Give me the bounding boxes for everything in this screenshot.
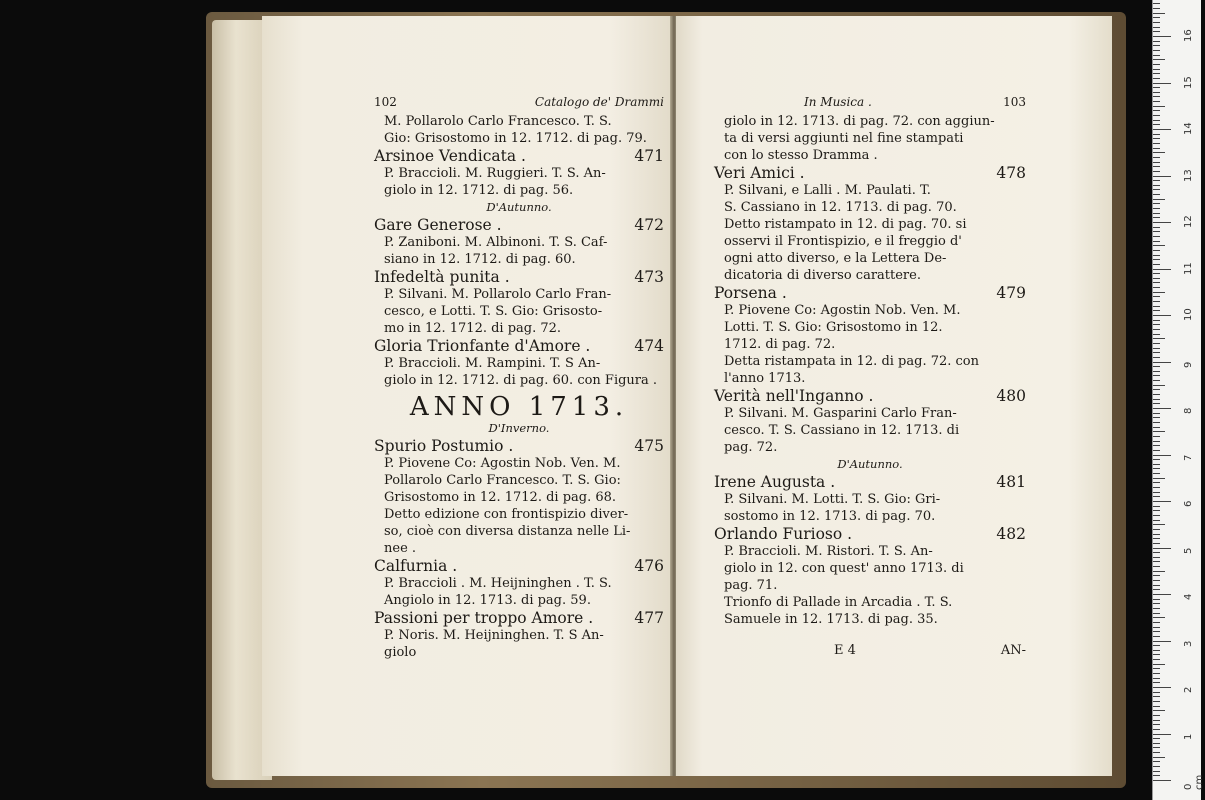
ruler-tick — [1153, 766, 1160, 767]
ruler-tick — [1153, 22, 1160, 23]
entry-number: 482 — [996, 525, 1026, 543]
ruler-tick — [1153, 36, 1171, 37]
ruler-tick — [1153, 548, 1171, 549]
ruler-tick — [1153, 371, 1160, 372]
ruler-number: 2 — [1183, 686, 1194, 693]
ruler-tick — [1153, 608, 1160, 609]
ruler-number: 14 — [1183, 122, 1194, 135]
ruler-tick — [1153, 287, 1160, 288]
ruler-number: 15 — [1183, 75, 1194, 89]
entry-line: 1712. di pag. 72. — [724, 337, 836, 352]
entry-number: 476 — [634, 557, 664, 575]
ruler-tick — [1153, 487, 1160, 488]
ruler-tick — [1153, 27, 1160, 28]
ruler-tick — [1153, 115, 1160, 116]
entry-line: cesco. T. S. Cassiano in 12. 1713. di — [724, 423, 960, 438]
ruler-tick — [1153, 478, 1165, 479]
ruler-tick — [1153, 180, 1160, 181]
ruler-tick — [1153, 710, 1165, 711]
entry-line: giolo in 12. con quest' anno 1713. di — [724, 561, 964, 576]
ruler-tick — [1153, 664, 1165, 665]
drama-title: Gare Generose . — [374, 216, 502, 234]
page-footer — [714, 642, 1026, 659]
entry-number: 471 — [634, 147, 664, 165]
ruler-tick — [1153, 185, 1160, 186]
ruler-number: 13 — [1183, 168, 1194, 182]
ruler-number: 4 — [1183, 593, 1194, 600]
ruler-tick — [1153, 459, 1160, 460]
entry-line: mo in 12. 1712. di pag. 72. — [384, 321, 562, 336]
ruler-tick — [1153, 110, 1160, 111]
ruler-tick — [1153, 236, 1160, 237]
ruler-tick — [1153, 13, 1165, 14]
ruler-tick — [1153, 622, 1160, 623]
ruler-tick — [1153, 403, 1160, 404]
ruler-tick — [1153, 269, 1171, 270]
ruler-tick — [1153, 529, 1160, 530]
ruler-number: 3 — [1183, 640, 1194, 647]
ruler-tick — [1153, 194, 1160, 195]
entry-line: cesco, e Lotti. T. S. Gio: Grisosto- — [384, 304, 603, 319]
entry-line: P. Braccioli. M. Rampini. T. S An- — [384, 356, 601, 371]
ruler-tick — [1153, 171, 1160, 172]
ruler-tick — [1153, 761, 1160, 762]
ruler-tick — [1153, 375, 1160, 376]
ruler-tick — [1153, 231, 1160, 232]
ruler-tick — [1153, 255, 1160, 256]
entry-title-row — [374, 338, 664, 355]
entry-line: Detta ristampata in 12. di pag. 72. con — [724, 354, 979, 369]
ruler-tick — [1153, 775, 1160, 776]
ruler-tick — [1153, 501, 1171, 502]
ruler-tick — [1153, 222, 1171, 223]
entry-line: P. Braccioli. M. Ristori. T. S. An- — [724, 544, 933, 559]
entry-line: sostomo in 12. 1713. di pag. 70. — [724, 509, 936, 524]
ruler-tick — [1153, 59, 1165, 60]
ruler-tick — [1153, 83, 1171, 84]
right-page-number: 103 — [1003, 95, 1026, 109]
ruler-tick — [1153, 41, 1160, 42]
ruler-tick — [1153, 189, 1160, 190]
ruler-tick — [1153, 227, 1160, 228]
ruler-tick — [1153, 148, 1160, 149]
drama-title: Calfurnia . — [374, 557, 458, 575]
ruler-tick — [1153, 352, 1160, 353]
ruler-tick — [1153, 306, 1160, 307]
entry-title-row — [714, 526, 1026, 543]
drama-title: Veri Amici . — [714, 164, 805, 182]
ruler-tick — [1153, 152, 1165, 153]
entry-line: giolo in 12. 1712. di pag. 56. — [384, 183, 574, 198]
ruler-tick — [1153, 176, 1171, 177]
year-heading: ANNO 1713. — [409, 392, 629, 422]
left-page — [262, 16, 672, 776]
entry-line: siano in 12. 1712. di pag. 60. — [384, 252, 576, 267]
entry-line: pag. 71. — [724, 578, 778, 593]
entry-line: P. Piovene Co: Agostin Nob. Ven. M. — [384, 456, 621, 471]
ruler-tick — [1153, 329, 1160, 330]
entry-line: Angiolo in 12. 1713. di pag. 59. — [384, 593, 591, 608]
ruler-tick — [1153, 96, 1160, 97]
ruler-tick — [1153, 543, 1160, 544]
ruler-tick — [1153, 654, 1160, 655]
ruler-tick — [1153, 413, 1160, 414]
ruler-tick — [1153, 515, 1160, 516]
ruler-tick — [1153, 157, 1160, 158]
ruler-tick — [1153, 348, 1160, 349]
measuring-ruler — [1152, 0, 1205, 800]
entry-line: giolo in 12. 1713. di pag. 72. con aggiun- — [724, 114, 995, 129]
ruler-tick — [1153, 496, 1160, 497]
ruler-tick — [1153, 641, 1171, 642]
ruler-tick — [1153, 78, 1160, 79]
ruler-tick — [1153, 45, 1160, 46]
ruler-tick — [1153, 599, 1160, 600]
ruler-tick — [1153, 682, 1160, 683]
ruler-tick — [1153, 738, 1160, 739]
right-page — [676, 16, 1112, 776]
left-page-number: 102 — [374, 95, 397, 109]
ruler-tick — [1153, 343, 1160, 344]
ruler-tick — [1153, 324, 1160, 325]
drama-title: Irene Augusta . — [714, 473, 836, 491]
ruler-tick — [1153, 450, 1160, 451]
ruler-tick — [1153, 69, 1160, 70]
ruler-tick — [1153, 129, 1171, 130]
entry-line: l'anno 1713. — [724, 371, 806, 386]
entry-line: Samuele in 12. 1713. di pag. 35. — [724, 612, 938, 627]
ruler-tick — [1153, 301, 1160, 302]
entry-number: 481 — [996, 473, 1026, 491]
ruler-tick — [1153, 468, 1160, 469]
ruler-tick — [1153, 445, 1160, 446]
ruler-tick — [1153, 124, 1160, 125]
ruler-tick — [1153, 678, 1160, 679]
entry-line: Lotti. T. S. Gio: Grisostomo in 12. — [724, 320, 943, 335]
ruler-tick — [1153, 259, 1160, 260]
ruler-tick — [1153, 571, 1165, 572]
ruler-tick — [1153, 292, 1165, 293]
drama-title: Orlando Furioso . — [714, 525, 853, 543]
ruler-tick — [1153, 334, 1160, 335]
ruler-tick — [1153, 134, 1160, 135]
right-running-head-text: In Musica . — [804, 95, 872, 109]
ruler-tick — [1153, 617, 1165, 618]
ruler-tick — [1153, 73, 1160, 74]
left-running-head-text: Catalogo de' Drammi — [534, 95, 664, 109]
ruler-tick — [1153, 296, 1160, 297]
ruler-tick — [1153, 441, 1160, 442]
entry-line: P. Noris. M. Heijninghen. T. S An- — [384, 628, 604, 643]
ruler-tick — [1153, 264, 1160, 265]
drama-title: Verità nell'Inganno . — [714, 387, 874, 405]
ruler-tick — [1153, 589, 1160, 590]
ruler-tick — [1153, 389, 1160, 390]
ruler-tick — [1153, 482, 1160, 483]
ruler-tick — [1153, 245, 1165, 246]
entry-number: 480 — [996, 387, 1026, 405]
entry-line: P. Silvani. M. Pollarolo Carlo Fran- — [384, 287, 612, 302]
ruler-tick — [1153, 203, 1160, 204]
ruler-tick — [1153, 199, 1165, 200]
drama-title: Arsinoe Vendicata . — [374, 147, 526, 165]
ruler-number: 16 — [1183, 29, 1194, 42]
entry-line: P. Silvani, e Lalli . M. Paulati. T. — [724, 183, 931, 198]
ruler-tick — [1153, 464, 1160, 465]
season-heading: D'Inverno. — [488, 421, 550, 435]
ruler-tick — [1153, 143, 1160, 144]
ruler-tick — [1153, 282, 1160, 283]
entry-number: 477 — [634, 609, 664, 627]
ruler-tick — [1153, 162, 1160, 163]
ruler-tick — [1153, 631, 1160, 632]
ruler-tick — [1153, 422, 1160, 423]
entry-line: Detto edizione con frontispizio diver- — [384, 507, 629, 522]
ruler-number: 9 — [1183, 361, 1194, 368]
ruler-tick — [1153, 613, 1160, 614]
right-running-head — [714, 94, 1026, 111]
entry-line: Grisostomo in 12. 1712. di pag. 68. — [384, 490, 617, 505]
ruler-tick — [1153, 538, 1160, 539]
ruler-tick — [1153, 729, 1160, 730]
ruler-number: 6 — [1183, 500, 1194, 507]
ruler-tick — [1153, 101, 1160, 102]
ruler-tick — [1153, 64, 1160, 65]
signature-mark: E 4 — [834, 643, 856, 658]
ruler-tick — [1153, 399, 1160, 400]
ruler-tick — [1153, 510, 1160, 511]
drama-title: Porsena . — [714, 284, 787, 302]
ruler-tick — [1153, 3, 1160, 4]
ruler-number: 11 — [1183, 261, 1194, 275]
ruler-tick — [1153, 380, 1160, 381]
ruler-tick — [1153, 580, 1160, 581]
ruler-tick — [1153, 213, 1160, 214]
ruler-unit-label: 0 cm — [1183, 774, 1205, 790]
ruler-tick — [1153, 636, 1160, 637]
season-heading: D'Autunno. — [486, 200, 552, 214]
entry-number: 475 — [634, 437, 664, 455]
right-text-column — [714, 94, 1026, 659]
ruler-tick — [1153, 31, 1160, 32]
ruler-tick — [1153, 747, 1160, 748]
ruler-tick — [1153, 645, 1160, 646]
ruler-tick — [1153, 357, 1160, 358]
ruler-tick — [1153, 706, 1160, 707]
ruler-tick — [1153, 394, 1160, 395]
ruler-tick — [1153, 427, 1160, 428]
entry-line: con lo stesso Dramma . — [724, 148, 878, 163]
ruler-tick — [1153, 506, 1160, 507]
ruler-tick — [1153, 566, 1160, 567]
left-text-column — [374, 94, 664, 661]
ruler-tick — [1153, 92, 1160, 93]
ruler-tick — [1153, 431, 1165, 432]
entry-line: osservi il Frontispizio, e il freggio d' — [724, 234, 962, 249]
left-running-head — [374, 94, 664, 111]
ruler-tick — [1153, 603, 1160, 604]
catchword: AN- — [1000, 643, 1026, 658]
drama-title: Infedeltà punita . — [374, 268, 510, 286]
ruler-tick — [1153, 455, 1171, 456]
entry-line: Gio: Grisostomo in 12. 1712. di pag. 79. — [384, 131, 647, 146]
entry-title-row — [374, 148, 664, 165]
ruler-tick — [1153, 520, 1160, 521]
ruler-tick — [1153, 338, 1165, 339]
entry-title-row — [374, 558, 664, 575]
ruler-tick — [1153, 673, 1160, 674]
ruler-tick — [1153, 436, 1160, 437]
entry-title-row — [714, 474, 1026, 491]
ruler-tick — [1153, 17, 1160, 18]
ruler-tick — [1153, 310, 1160, 311]
ruler-tick — [1153, 524, 1165, 525]
entry-number: 473 — [634, 268, 664, 286]
entry-line: S. Cassiano in 12. 1713. di pag. 70. — [724, 200, 957, 215]
ruler-tick — [1153, 720, 1160, 721]
ruler-tick — [1153, 50, 1160, 51]
ruler-tick — [1153, 659, 1160, 660]
ruler-number: 1 — [1183, 733, 1194, 740]
ruler-tick — [1153, 771, 1160, 772]
ruler-tick — [1153, 594, 1171, 595]
drama-title: Passioni per troppo Amore . — [374, 609, 594, 627]
entry-line: giolo — [384, 645, 417, 660]
entry-number: 472 — [634, 216, 664, 234]
ruler-tick — [1153, 106, 1165, 107]
ruler-tick — [1153, 120, 1160, 121]
ruler-tick — [1153, 780, 1171, 781]
season-heading: D'Autunno. — [837, 457, 903, 471]
entry-title-row — [374, 217, 664, 234]
ruler-tick — [1153, 55, 1160, 56]
ruler-tick — [1153, 166, 1160, 167]
ruler-tick — [1153, 585, 1160, 586]
ruler-tick — [1153, 385, 1165, 386]
ruler-tick — [1153, 315, 1171, 316]
ruler-tick — [1153, 757, 1165, 758]
ruler-tick — [1153, 627, 1160, 628]
entry-title-row — [714, 388, 1026, 405]
entry-title-row — [374, 610, 664, 627]
ruler-number: 5 — [1183, 547, 1194, 554]
ruler-tick — [1153, 696, 1160, 697]
entry-line: ta di versi aggiunti nel fine stampati — [724, 131, 964, 146]
entry-line: P. Braccioli . M. Heijninghen . T. S. — [384, 576, 612, 591]
ruler-tick — [1153, 492, 1160, 493]
ruler-tick — [1153, 734, 1171, 735]
ruler-number: 8 — [1183, 407, 1194, 414]
ruler-tick — [1153, 575, 1160, 576]
ruler-tick — [1153, 715, 1160, 716]
ruler-tick — [1153, 273, 1160, 274]
entry-line: P. Silvani. M. Lotti. T. S. Gio: Gri- — [724, 492, 941, 507]
entry-line: giolo in 12. 1712. di pag. 60. con Figura . — [384, 373, 658, 388]
entry-title-row — [714, 165, 1026, 182]
entry-title-row — [374, 269, 664, 286]
ruler-tick — [1153, 138, 1160, 139]
ruler-tick — [1153, 278, 1160, 279]
entry-line: P. Zaniboni. M. Albinoni. T. S. Caf- — [384, 235, 608, 250]
entry-line: P. Piovene Co: Agostin Nob. Ven. M. — [724, 303, 961, 318]
entry-number: 479 — [996, 284, 1026, 302]
ruler-tick — [1153, 561, 1160, 562]
ruler-tick — [1153, 701, 1160, 702]
entry-line: Detto ristampato in 12. di pag. 70. si — [724, 217, 967, 232]
entry-line: Pollarolo Carlo Francesco. T. S. Gio: — [384, 473, 621, 488]
ruler-tick — [1153, 217, 1160, 218]
entry-line: P. Silvani. M. Gasparini Carlo Fran- — [724, 406, 957, 421]
ruler-tick — [1153, 534, 1160, 535]
ruler-tick — [1153, 250, 1160, 251]
ruler-tick — [1153, 743, 1160, 744]
ruler-tick — [1153, 417, 1160, 418]
entry-line: M. Pollarolo Carlo Francesco. T. S. — [384, 114, 612, 129]
ruler-tick — [1153, 408, 1171, 409]
ruler-tick — [1153, 650, 1160, 651]
ruler-tick — [1153, 692, 1160, 693]
drama-title: Spurio Postumio . — [374, 437, 514, 455]
ruler-tick — [1153, 552, 1160, 553]
ruler-tick — [1153, 366, 1160, 367]
entry-number: 474 — [634, 337, 664, 355]
entry-line: P. Braccioli. M. Ruggieri. T. S. An- — [384, 166, 606, 181]
ruler-tick — [1153, 320, 1160, 321]
entry-line: nee . — [384, 541, 417, 556]
ruler-tick — [1153, 208, 1160, 209]
ruler-tick — [1153, 362, 1171, 363]
drama-title: Gloria Trionfante d'Amore . — [374, 337, 591, 355]
ruler-number: 10 — [1183, 308, 1194, 321]
ruler-tick — [1153, 557, 1160, 558]
ruler-tick — [1153, 87, 1160, 88]
ruler-tick — [1153, 687, 1171, 688]
ruler-tick — [1153, 241, 1160, 242]
entry-line: dicatoria di diverso carattere. — [724, 268, 921, 283]
entry-title-row — [374, 438, 664, 455]
ruler-tick — [1153, 724, 1160, 725]
ruler-tick — [1153, 668, 1160, 669]
entry-line: Trionfo di Pallade in Arcadia . T. S. — [724, 595, 953, 610]
ruler-number: 12 — [1183, 215, 1194, 228]
ruler-tick — [1153, 473, 1160, 474]
ruler-tick — [1153, 8, 1160, 9]
entry-number: 478 — [996, 164, 1026, 182]
entry-line: pag. 72. — [724, 440, 778, 455]
entry-line: ogni atto diverso, e la Lettera De- — [724, 251, 947, 266]
ruler-number: 7 — [1183, 454, 1194, 461]
ruler-tick — [1153, 752, 1160, 753]
entry-title-row — [714, 285, 1026, 302]
entry-line: so, cioè con diversa distanza nelle Li- — [384, 524, 631, 539]
